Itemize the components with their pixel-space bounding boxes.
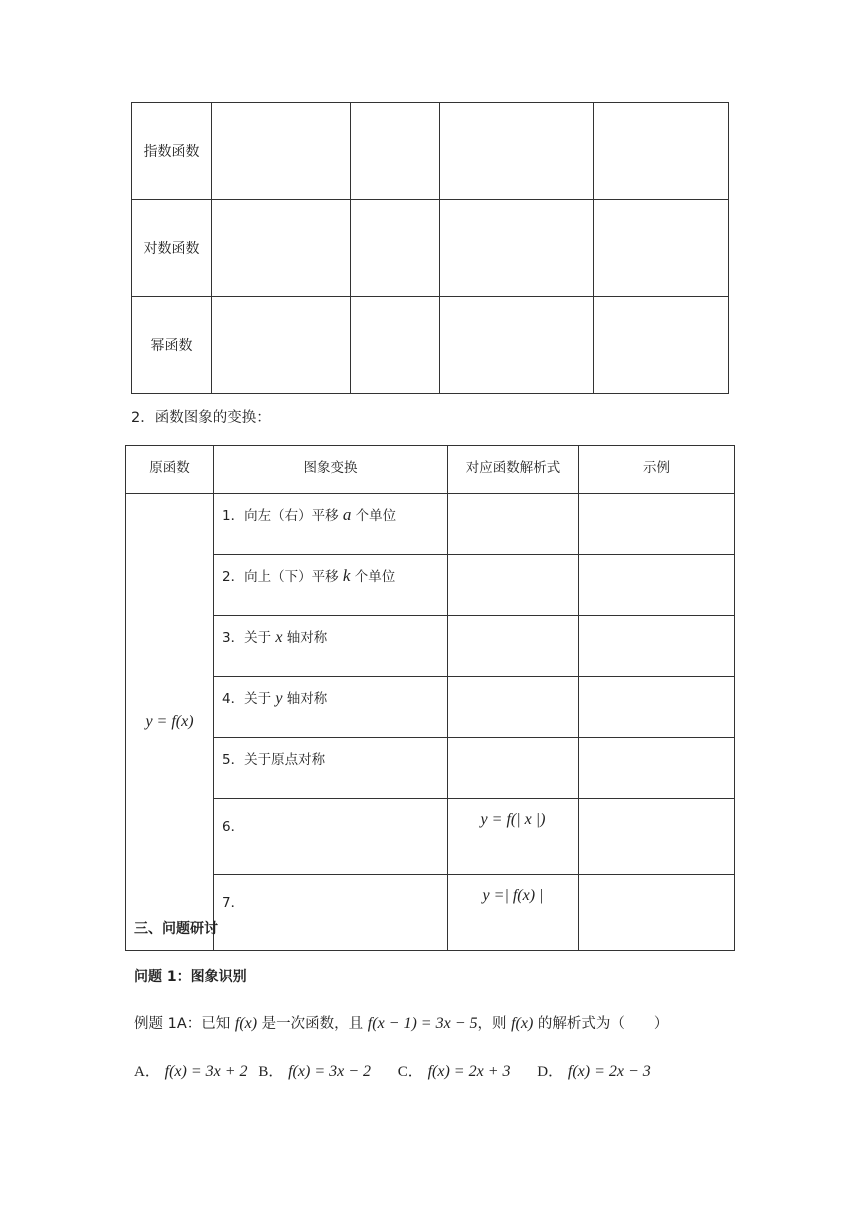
option-c: C． f(x) = 2x + 3 [397, 1063, 511, 1080]
answer-options [134, 1060, 651, 1081]
section-heading-discussion: 三、问题研讨 [134, 921, 218, 937]
transformation-cell: 3．关于 x 轴对称 [214, 616, 448, 677]
header-original: 原函数 [126, 446, 214, 494]
example-cell [579, 616, 735, 677]
formula-cell [448, 677, 579, 738]
table-row [126, 677, 735, 738]
table-row [126, 738, 735, 799]
table-row [126, 616, 735, 677]
option-d: D． f(x) = 2x − 3 [537, 1063, 651, 1080]
transformation-cell: 5．关于原点对称 [214, 738, 448, 799]
table-cell [440, 103, 594, 200]
row-label-logarithmic: 对数函数 [132, 200, 212, 297]
function-properties-table [131, 102, 729, 394]
problem-1-title: 问题 1：图象识别 [134, 969, 247, 985]
example-cell [579, 677, 735, 738]
row-label-power: 幂函数 [132, 297, 212, 394]
graph-transformation-table [125, 445, 735, 951]
table-row [132, 103, 729, 200]
original-function: y = f(x) [126, 494, 214, 951]
table-cell [351, 103, 440, 200]
example-cell [579, 738, 735, 799]
formula-cell: y = f(| x |) [448, 799, 579, 875]
header-formula: 对应函数解析式 [448, 446, 579, 494]
formula-cell: y =| f(x) | [448, 875, 579, 951]
table-cell [440, 297, 594, 394]
formula-cell [448, 616, 579, 677]
table-header-row [126, 446, 735, 494]
transformation-cell: 1．向左（右）平移 a 个单位 [214, 494, 448, 555]
formula-cell [448, 555, 579, 616]
example-cell [579, 799, 735, 875]
example-cell [579, 494, 735, 555]
table-cell [351, 200, 440, 297]
row-label-exponential: 指数函数 [132, 103, 212, 200]
header-transformation: 图象变换 [214, 446, 448, 494]
formula-cell [448, 494, 579, 555]
header-example: 示例 [579, 446, 735, 494]
table-row [132, 297, 729, 394]
table-cell [594, 103, 729, 200]
example-cell [579, 875, 735, 951]
section-heading-transformations: 2．函数图象的变换： [131, 410, 271, 426]
transformation-cell: 2．向上（下）平移 k 个单位 [214, 555, 448, 616]
transformation-cell: 7． [214, 875, 448, 951]
example-1a-question: 例题 1A：已知 f(x) 是一次函数，且 f(x − 1) = 3x − 5，则 f(x) 的解析式为（ ） [134, 1015, 669, 1032]
option-a: A． f(x) = 3x + 2 [134, 1063, 248, 1080]
table-cell [440, 200, 594, 297]
table-row [126, 494, 735, 555]
table-row [132, 200, 729, 297]
table-row [126, 555, 735, 616]
table-cell [212, 103, 351, 200]
table-cell [594, 297, 729, 394]
transformation-cell: 6． [214, 799, 448, 875]
transformation-cell: 4．关于 y 轴对称 [214, 677, 448, 738]
table-row [126, 875, 735, 951]
formula-cell [448, 738, 579, 799]
table-row [126, 799, 735, 875]
table-cell [351, 297, 440, 394]
option-b: B． f(x) = 3x − 2 [258, 1063, 372, 1080]
table-cell [212, 200, 351, 297]
table-cell [212, 297, 351, 394]
table-cell [594, 200, 729, 297]
example-cell [579, 555, 735, 616]
